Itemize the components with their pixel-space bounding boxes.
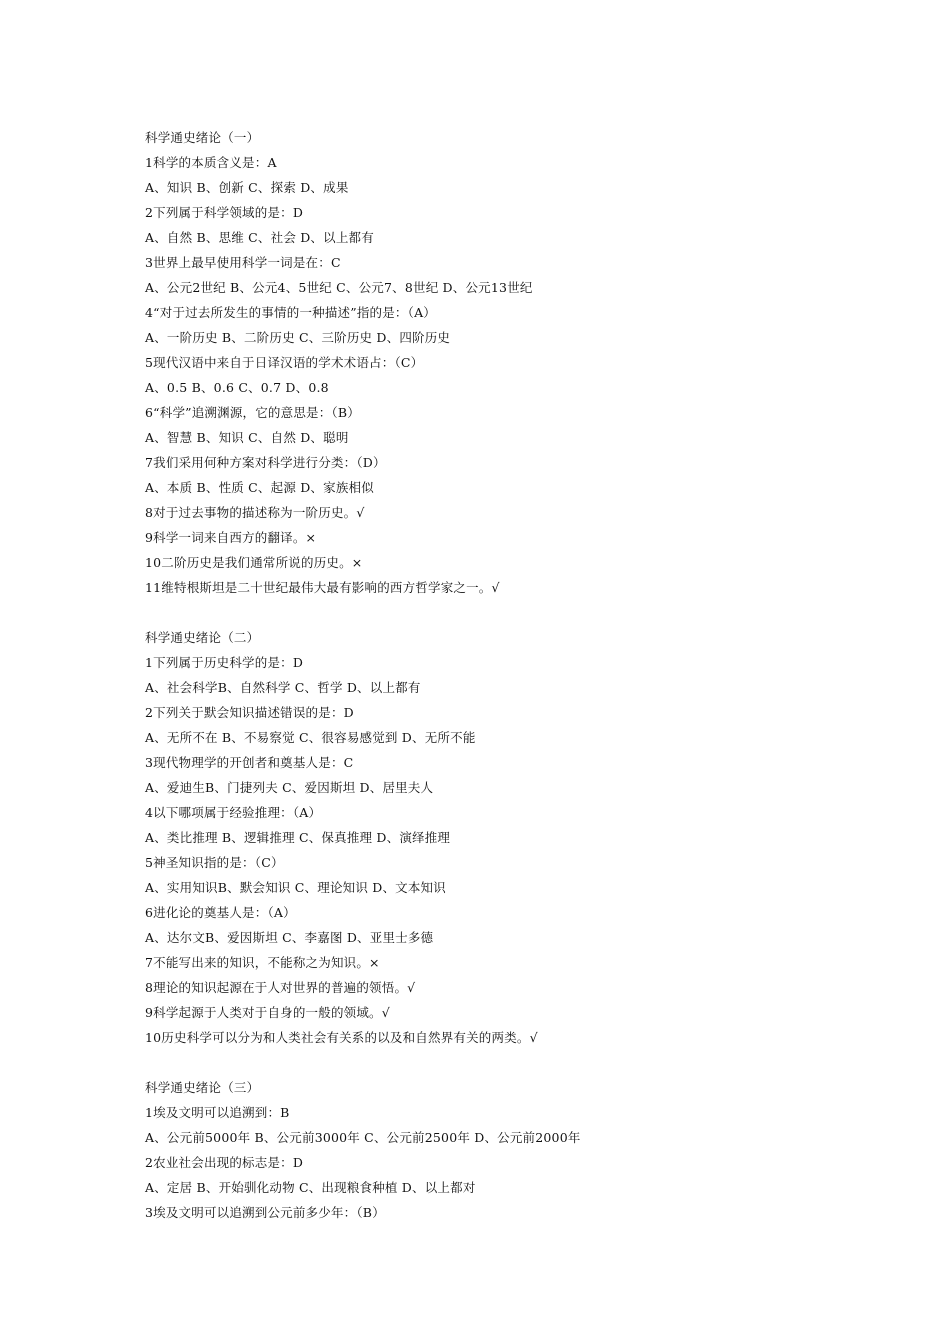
quiz-line: A、智慧 B、知识 C、自然 D、聪明: [145, 430, 349, 445]
quiz-section: [145, 1075, 845, 1225]
quiz-line: 5现代汉语中来自于日译汉语的学术术语占：（C）: [145, 355, 424, 370]
quiz-line: 3世界上最早使用科学一词是在：C: [145, 255, 341, 270]
quiz-line: 2农业社会出现的标志是：D: [145, 1155, 304, 1170]
quiz-line: 6“科学”追溯渊源，它的意思是：（B）: [145, 405, 360, 420]
quiz-line: A、无所不在 B、不易察觉 C、很容易感觉到 D、无所不能: [145, 730, 476, 745]
section-title: 科学通史绪论（三）: [145, 1080, 260, 1095]
quiz-line: 4以下哪项属于经验推理：（A）: [145, 805, 322, 820]
quiz-line: A、知识 B、创新 C、探索 D、成果: [145, 180, 349, 195]
section-title: 科学通史绪论（一）: [145, 130, 260, 145]
quiz-section: [145, 625, 845, 1050]
quiz-line: 9科学一词来自西方的翻译。×: [145, 530, 317, 545]
quiz-line: A、达尔文B、爱因斯坦 C、李嘉图 D、亚里士多德: [145, 930, 434, 945]
quiz-line: A、自然 B、思维 C、社会 D、以上都有: [145, 230, 374, 245]
quiz-line: 10历史科学可以分为和人类社会有关系的以及和自然界有关的两类。√: [145, 1030, 538, 1045]
quiz-line: 6进化论的奠基人是：（A）: [145, 905, 296, 920]
quiz-line: 1埃及文明可以追溯到：B: [145, 1105, 290, 1120]
quiz-line: A、0.5 B、0.6 C、0.7 D、0.8: [145, 380, 329, 395]
quiz-line: 8对于过去事物的描述称为一阶历史。√: [145, 505, 365, 520]
quiz-line: A、公元2世纪 B、公元4、5世纪 C、公元7、8世纪 D、公元13世纪: [145, 280, 533, 295]
quiz-line: 2下列属于科学领域的是：D: [145, 205, 304, 220]
quiz-line: A、公元前5000年 B、公元前3000年 C、公元前2500年 D、公元前2000年: [145, 1130, 581, 1145]
quiz-section: [145, 125, 845, 600]
quiz-line: 3埃及文明可以追溯到公元前多少年：（B）: [145, 1205, 385, 1220]
section-title: 科学通史绪论（二）: [145, 630, 260, 645]
quiz-line: A、爱迪生B、门捷列夫 C、爱因斯坦 D、居里夫人: [145, 780, 434, 795]
quiz-line: A、本质 B、性质 C、起源 D、家族相似: [145, 480, 374, 495]
quiz-line: 8理论的知识起源在于人对世界的普遍的领悟。√: [145, 980, 416, 995]
quiz-line: 2下列关于默会知识描述错误的是：D: [145, 705, 354, 720]
quiz-line: 9科学起源于人类对于自身的一般的领域。√: [145, 1005, 390, 1020]
quiz-line: 7我们采用何种方案对科学进行分类：（D）: [145, 455, 386, 470]
quiz-line: 10二阶历史是我们通常所说的历史。×: [145, 555, 363, 570]
quiz-line: A、定居 B、开始驯化动物 C、出现粮食种植 D、以上都对: [145, 1180, 476, 1195]
quiz-line: 3现代物理学的开创者和奠基人是：C: [145, 755, 354, 770]
quiz-line: A、类比推理 B、逻辑推理 C、保真推理 D、演绎推理: [145, 830, 451, 845]
quiz-line: 5神圣知识指的是：（C）: [145, 855, 284, 870]
document-content: [145, 125, 845, 1225]
quiz-line: A、一阶历史 B、二阶历史 C、三阶历史 D、四阶历史: [145, 330, 451, 345]
quiz-line: 1下列属于历史科学的是：D: [145, 655, 304, 670]
quiz-line: 4“对于过去所发生的事情的一种描述”指的是：（A）: [145, 305, 437, 320]
quiz-line: A、实用知识B、默会知识 C、理论知识 D、文本知识: [145, 880, 446, 895]
quiz-line: 1科学的本质含义是：A: [145, 155, 277, 170]
quiz-line: 7不能写出来的知识，不能称之为知识。×: [145, 955, 380, 970]
quiz-line: A、社会科学B、自然科学 C、哲学 D、以上都有: [145, 680, 421, 695]
quiz-line: 11维特根斯坦是二十世纪最伟大最有影响的西方哲学家之一。√: [145, 580, 500, 595]
